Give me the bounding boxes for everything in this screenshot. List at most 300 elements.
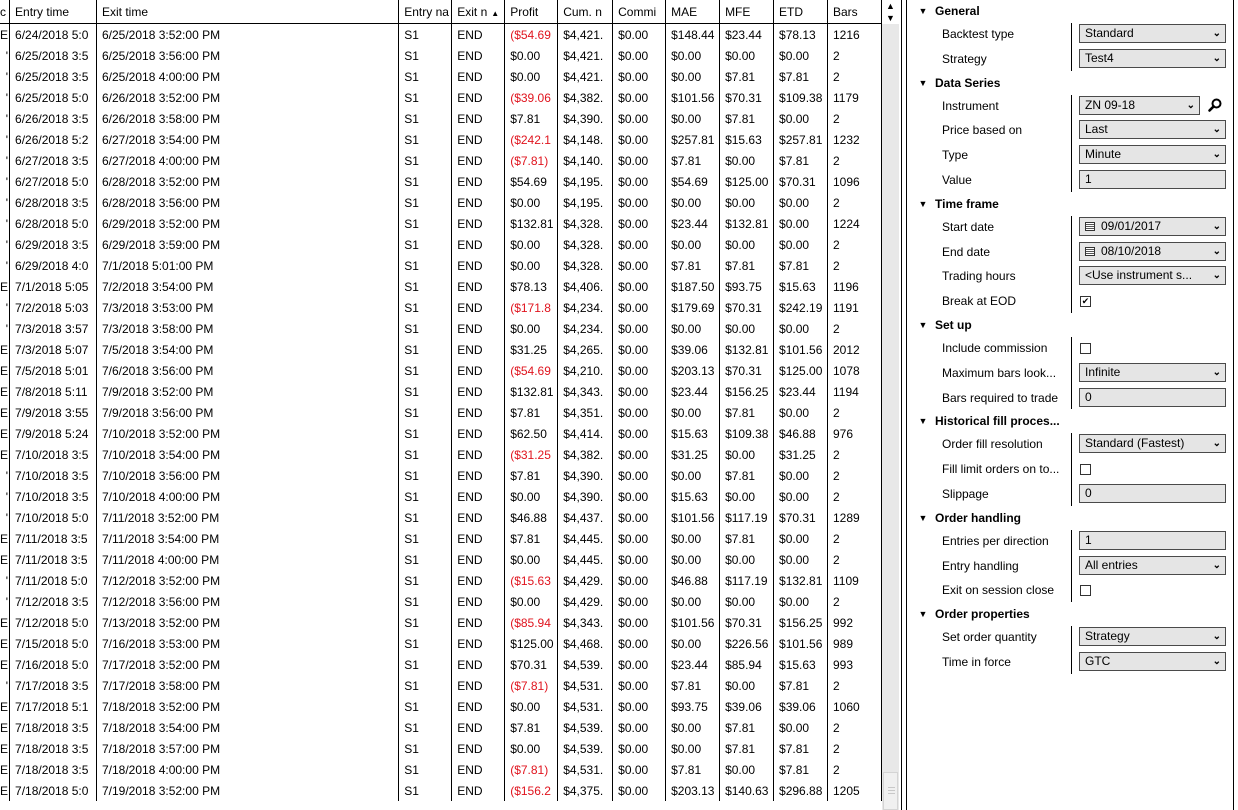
collapse-triangle-icon[interactable]: ▼	[918, 320, 928, 330]
time-in-force-dropdown[interactable]	[1079, 652, 1226, 671]
chevron-down-icon: ⌄	[1186, 99, 1195, 111]
cell-c: '	[0, 87, 10, 108]
table-row[interactable]	[0, 780, 882, 801]
scroll-up-icon[interactable]: ▲	[882, 0, 899, 12]
cell-exit-n: END	[452, 360, 505, 381]
set-order-quantity-dropdown[interactable]	[1079, 627, 1226, 646]
cell-mfe: $7.81	[720, 402, 774, 423]
cell-entry-time: 7/9/2018 5:24	[10, 423, 97, 444]
selected-value: Strategy	[1085, 629, 1130, 644]
cell-exit-n: END	[452, 129, 505, 150]
cell-c: '	[0, 171, 10, 192]
property-row-include-commission	[911, 336, 1233, 360]
cell-profit: $132.81	[505, 381, 558, 402]
maximum-bars-look-dropdown[interactable]	[1079, 363, 1226, 382]
cell-c: '	[0, 45, 10, 66]
grid-vertical-scrollbar[interactable]	[882, 0, 899, 810]
column-header[interactable]	[96, 0, 398, 24]
property-row-type	[911, 143, 1233, 167]
table-row[interactable]	[0, 45, 882, 66]
selected-value: Standard (Fastest)	[1085, 436, 1185, 451]
table-row[interactable]	[0, 654, 882, 675]
table-row[interactable]	[0, 66, 882, 87]
cell-cum-n: $4,343.	[558, 381, 613, 402]
cell-commi: $0.00	[613, 87, 666, 108]
column-header-label: Exit time	[101, 4, 148, 19]
cell-mae: $187.50	[666, 276, 720, 297]
cell-commi: $0.00	[613, 591, 666, 612]
cell-commi: $0.00	[613, 192, 666, 213]
cell-etd: $39.06	[774, 696, 828, 717]
cell-exit-n: END	[452, 150, 505, 171]
cell-entry-time: 6/25/2018 3:5	[10, 66, 97, 87]
cell-commi: $0.00	[613, 633, 666, 654]
column-header[interactable]	[0, 0, 10, 24]
property-label: Strategy	[942, 51, 987, 66]
end-date-date-picker[interactable]	[1079, 242, 1226, 261]
cell-mae: $0.00	[666, 528, 720, 549]
cell-c: '	[0, 486, 10, 507]
cell-mae: $0.00	[666, 738, 720, 759]
table-row[interactable]	[0, 738, 882, 759]
cell-exit-n: END	[452, 570, 505, 591]
cell-entry-time: 6/27/2018 3:5	[10, 150, 97, 171]
cell-etd: $70.31	[774, 507, 828, 528]
cell-cum-n: $4,445.	[558, 549, 613, 570]
table-row[interactable]	[0, 87, 882, 108]
strategy-dropdown[interactable]	[1079, 49, 1226, 68]
cell-commi: $0.00	[613, 129, 666, 150]
cell-mae: $101.56	[666, 507, 720, 528]
cell-exit-time: 7/10/2018 4:00:00 PM	[96, 486, 398, 507]
cell-mfe: $93.75	[720, 276, 774, 297]
cell-commi: $0.00	[613, 780, 666, 801]
cell-cum-n: $4,234.	[558, 318, 613, 339]
cell-entry-time: 7/15/2018 5:0	[10, 633, 97, 654]
table-row[interactable]	[0, 444, 882, 465]
cell-profit: ($39.06	[505, 87, 558, 108]
cell-cum-n: $4,382.	[558, 87, 613, 108]
type-dropdown[interactable]	[1079, 145, 1226, 164]
cell-profit: ($7.81)	[505, 675, 558, 696]
cell-etd: $7.81	[774, 675, 828, 696]
cell-cum-n: $4,140.	[558, 150, 613, 171]
scroll-down-icon[interactable]: ▼	[882, 12, 899, 24]
cell-mae: $179.69	[666, 297, 720, 318]
cell-bars: 2	[828, 234, 882, 255]
cell-entry-na: S1	[399, 570, 452, 591]
cell-etd: $0.00	[774, 108, 828, 129]
instrument-dropdown[interactable]	[1079, 96, 1200, 115]
cell-profit: $7.81	[505, 108, 558, 129]
cell-mfe: $0.00	[720, 591, 774, 612]
property-row-maximum-bars-look	[911, 361, 1233, 385]
search-icon[interactable]	[1207, 97, 1223, 113]
property-label: Include commission	[942, 341, 1048, 355]
cell-commi: $0.00	[613, 360, 666, 381]
table-row[interactable]	[0, 402, 882, 423]
column-header[interactable]	[10, 0, 97, 24]
table-row[interactable]	[0, 696, 882, 717]
category-title: Order handling	[935, 510, 1022, 525]
collapse-triangle-icon[interactable]: ▼	[918, 416, 928, 427]
cell-cum-n: $4,429.	[558, 570, 613, 591]
property-divider	[1071, 433, 1072, 505]
table-row[interactable]	[0, 717, 882, 738]
cell-entry-time: 7/1/2018 5:05	[10, 276, 97, 297]
cell-c: '	[0, 318, 10, 339]
cell-cum-n: $4,265.	[558, 339, 613, 360]
cell-c: '	[0, 213, 10, 234]
property-divider	[1071, 23, 1072, 71]
cell-etd: $0.00	[774, 549, 828, 570]
collapse-triangle-icon[interactable]: ▼	[918, 512, 928, 523]
cell-cum-n: $4,531.	[558, 759, 613, 780]
cell-profit: $0.00	[505, 45, 558, 66]
property-label: Type	[942, 148, 969, 163]
selected-value: ZN 09-18	[1085, 97, 1136, 112]
cell-etd: $0.00	[774, 192, 828, 213]
cell-etd: $109.38	[774, 87, 828, 108]
cell-profit: ($7.81)	[505, 759, 558, 780]
table-row[interactable]	[0, 234, 882, 255]
cell-entry-na: S1	[399, 108, 452, 129]
cell-commi: $0.00	[613, 528, 666, 549]
cell-exit-time: 7/18/2018 4:00:00 PM	[96, 759, 398, 780]
cell-mfe: $23.44	[720, 24, 774, 46]
cell-bars: 2	[828, 675, 882, 696]
cell-etd: $0.00	[774, 318, 828, 339]
cell-exit-time: 7/2/2018 3:54:00 PM	[96, 276, 398, 297]
cell-exit-time: 7/19/2018 3:52:00 PM	[96, 780, 398, 801]
category-title: Time frame	[935, 196, 999, 211]
cell-profit: $78.13	[505, 276, 558, 297]
cell-mfe: $0.00	[720, 549, 774, 570]
chevron-down-icon: ⌄	[1212, 438, 1221, 450]
cell-commi: $0.00	[613, 759, 666, 780]
cell-bars: 1194	[828, 381, 882, 402]
cell-commi: $0.00	[613, 549, 666, 570]
property-row-exit-on-session-close	[911, 578, 1233, 602]
category-set-up[interactable]	[911, 314, 972, 336]
date-value: 08/10/2018	[1101, 243, 1162, 258]
entries-per-direction-input[interactable]	[1079, 531, 1226, 550]
cell-profit: $0.00	[505, 234, 558, 255]
input-value: 0	[1085, 389, 1092, 404]
cell-etd: $0.00	[774, 486, 828, 507]
cell-cum-n: $4,531.	[558, 675, 613, 696]
table-row[interactable]	[0, 507, 882, 528]
cell-bars: 1196	[828, 276, 882, 297]
start-date-date-picker[interactable]	[1079, 217, 1226, 236]
column-header[interactable]	[828, 0, 882, 24]
cell-entry-time: 7/16/2018 5:0	[10, 654, 97, 675]
cell-profit: $0.00	[505, 591, 558, 612]
slippage-input[interactable]	[1079, 484, 1226, 503]
table-row[interactable]	[0, 129, 882, 150]
cell-exit-n: END	[452, 255, 505, 276]
cell-c: '	[0, 108, 10, 129]
cell-mae: $7.81	[666, 759, 720, 780]
cell-exit-n: END	[452, 780, 505, 801]
cell-profit: ($171.8	[505, 297, 558, 318]
selected-value: <Use instrument s...	[1085, 268, 1193, 283]
cell-entry-time: 6/26/2018 3:5	[10, 108, 97, 129]
table-row[interactable]	[0, 549, 882, 570]
scrollbar-thumb[interactable]	[883, 772, 898, 810]
cell-mfe: $125.00	[720, 171, 774, 192]
table-row[interactable]	[0, 381, 882, 402]
input-value: 1	[1085, 172, 1092, 186]
cell-c: E	[0, 717, 10, 738]
cell-entry-na: S1	[399, 612, 452, 633]
cell-mae: $257.81	[666, 129, 720, 150]
cell-bars: 2	[828, 318, 882, 339]
cell-mfe: $132.81	[720, 213, 774, 234]
table-row[interactable]	[0, 423, 882, 444]
cell-entry-time: 7/17/2018 3:5	[10, 675, 97, 696]
cell-etd: $15.63	[774, 276, 828, 297]
calendar-icon	[1085, 247, 1095, 256]
value-input[interactable]	[1079, 170, 1226, 189]
cell-entry-time: 7/10/2018 3:5	[10, 465, 97, 486]
cell-commi: $0.00	[613, 570, 666, 591]
table-row[interactable]	[0, 297, 882, 318]
cell-mfe: $0.00	[720, 150, 774, 171]
cell-etd: $0.00	[774, 234, 828, 255]
property-row-entry-handling	[911, 554, 1233, 578]
cell-bars: 1060	[828, 696, 882, 717]
cell-exit-time: 7/10/2018 3:54:00 PM	[96, 444, 398, 465]
cell-mae: $23.44	[666, 381, 720, 402]
property-label: Set order quantity	[942, 630, 1037, 645]
table-row[interactable]	[0, 171, 882, 192]
cell-commi: $0.00	[613, 738, 666, 759]
column-header[interactable]	[505, 0, 558, 24]
cell-profit: $54.69	[505, 171, 558, 192]
column-header-label: MFE	[725, 4, 751, 19]
cell-bars: 2	[828, 528, 882, 549]
cell-c: E	[0, 696, 10, 717]
cell-etd: $132.81	[774, 570, 828, 591]
property-label: End date	[942, 244, 991, 259]
table-row[interactable]	[0, 150, 882, 171]
include-commission-checkbox[interactable]	[1080, 343, 1091, 354]
column-header[interactable]	[399, 0, 452, 24]
table-row[interactable]	[0, 213, 882, 234]
cell-mae: $101.56	[666, 87, 720, 108]
table-row[interactable]	[0, 612, 882, 633]
cell-exit-time: 7/18/2018 3:52:00 PM	[96, 696, 398, 717]
table-row[interactable]	[0, 633, 882, 654]
cell-bars: 2	[828, 255, 882, 276]
cell-bars: 2012	[828, 339, 882, 360]
cell-mae: $0.00	[666, 66, 720, 87]
cell-mfe: $7.81	[720, 717, 774, 738]
property-divider	[1071, 216, 1072, 313]
cell-profit: $46.88	[505, 507, 558, 528]
property-label: Exit on session close	[942, 583, 1055, 598]
table-row[interactable]	[0, 486, 882, 507]
trading-hours-dropdown[interactable]	[1079, 266, 1226, 285]
cell-mfe: $0.00	[720, 675, 774, 696]
cell-exit-time: 7/3/2018 3:53:00 PM	[96, 297, 398, 318]
cell-cum-n: $4,195.	[558, 192, 613, 213]
category-historical-fill-proces[interactable]	[911, 410, 1060, 432]
table-row[interactable]	[0, 339, 882, 360]
price-based-on-dropdown[interactable]	[1079, 120, 1226, 139]
cell-c: E	[0, 780, 10, 801]
table-row[interactable]	[0, 465, 882, 486]
cell-cum-n: $4,375.	[558, 780, 613, 801]
cell-bars: 2	[828, 465, 882, 486]
bars-required-to-trade-input[interactable]	[1079, 388, 1226, 407]
cell-cum-n: $4,390.	[558, 465, 613, 486]
entry-handling-dropdown[interactable]	[1079, 556, 1226, 575]
category-order-handling[interactable]	[911, 507, 1021, 529]
cell-etd: $15.63	[774, 654, 828, 675]
order-fill-resolution-dropdown[interactable]	[1079, 434, 1226, 453]
column-header[interactable]	[720, 0, 774, 24]
cell-exit-time: 7/9/2018 3:56:00 PM	[96, 402, 398, 423]
break-at-eod-checkbox[interactable]	[1080, 296, 1091, 307]
cell-entry-na: S1	[399, 528, 452, 549]
cell-c: E	[0, 276, 10, 297]
cell-entry-time: 6/28/2018 5:0	[10, 213, 97, 234]
cell-entry-time: 6/25/2018 3:5	[10, 45, 97, 66]
table-row[interactable]	[0, 675, 882, 696]
cell-entry-time: 6/25/2018 5:0	[10, 87, 97, 108]
table-row[interactable]	[0, 255, 882, 276]
table-row[interactable]	[0, 570, 882, 591]
column-header[interactable]	[666, 0, 720, 24]
cell-entry-na: S1	[399, 486, 452, 507]
column-header[interactable]	[613, 0, 666, 24]
cell-entry-time: 6/28/2018 3:5	[10, 192, 97, 213]
cell-entry-na: S1	[399, 192, 452, 213]
table-row[interactable]	[0, 192, 882, 213]
cell-etd: $0.00	[774, 591, 828, 612]
cell-bars: 1179	[828, 87, 882, 108]
cell-exit-n: END	[452, 528, 505, 549]
cell-entry-na: S1	[399, 465, 452, 486]
cell-c: E	[0, 423, 10, 444]
chevron-down-icon: ⌄	[1212, 52, 1221, 64]
cell-mae: $31.25	[666, 444, 720, 465]
column-header-label: Bars	[833, 4, 858, 19]
category-data-series[interactable]	[911, 72, 1000, 94]
cell-exit-n: END	[452, 696, 505, 717]
property-row-bars-required-to-trade	[911, 386, 1233, 410]
column-header[interactable]	[774, 0, 828, 24]
cell-bars: 1096	[828, 171, 882, 192]
cell-exit-n: END	[452, 87, 505, 108]
table-row[interactable]	[0, 528, 882, 549]
fill-limit-orders-on-to-checkbox[interactable]	[1080, 464, 1091, 475]
cell-exit-n: END	[452, 213, 505, 234]
exit-on-session-close-checkbox[interactable]	[1080, 585, 1091, 596]
cell-entry-time: 7/3/2018 5:07	[10, 339, 97, 360]
calendar-icon	[1085, 222, 1095, 231]
cell-profit: $0.00	[505, 696, 558, 717]
chevron-down-icon: ⌄	[1212, 366, 1221, 378]
cell-bars: 2	[828, 108, 882, 129]
cell-entry-time: 7/11/2018 5:0	[10, 570, 97, 591]
cell-c: '	[0, 255, 10, 276]
table-row[interactable]	[0, 108, 882, 129]
cell-mfe: $0.00	[720, 486, 774, 507]
cell-entry-na: S1	[399, 654, 452, 675]
table-row[interactable]	[0, 591, 882, 612]
cell-profit: ($85.94	[505, 612, 558, 633]
collapse-triangle-icon[interactable]: ▼	[918, 198, 928, 209]
panel-splitter[interactable]	[899, 0, 911, 810]
cell-entry-time: 7/10/2018 3:5	[10, 444, 97, 465]
cell-exit-time: 7/16/2018 3:53:00 PM	[96, 633, 398, 654]
column-header[interactable]	[558, 0, 613, 24]
cell-c: '	[0, 129, 10, 150]
cell-etd: $101.56	[774, 339, 828, 360]
category-title: Order properties	[935, 607, 1030, 622]
cell-mae: $23.44	[666, 654, 720, 675]
cell-entry-na: S1	[399, 45, 452, 66]
category-title: Set up	[935, 318, 972, 332]
cell-etd: $257.81	[774, 129, 828, 150]
cell-mfe: $0.00	[720, 759, 774, 780]
category-title: Historical fill proces...	[935, 414, 1060, 429]
collapse-triangle-icon[interactable]: ▼	[918, 6, 928, 16]
collapse-triangle-icon[interactable]: ▼	[918, 77, 928, 88]
cell-exit-n: END	[452, 108, 505, 129]
cell-exit-n: END	[452, 45, 505, 66]
table-row[interactable]	[0, 759, 882, 780]
category-order-properties[interactable]	[911, 603, 1030, 625]
cell-commi: $0.00	[613, 486, 666, 507]
table-row[interactable]	[0, 24, 882, 46]
chevron-down-icon: ⌄	[1212, 149, 1221, 161]
cell-profit: $7.81	[505, 465, 558, 486]
selected-value: Standard	[1085, 26, 1134, 40]
cell-exit-time: 6/25/2018 3:56:00 PM	[96, 45, 398, 66]
category-time-frame[interactable]	[911, 193, 999, 215]
cell-c: E	[0, 612, 10, 633]
cell-mae: $0.00	[666, 717, 720, 738]
cell-cum-n: $4,351.	[558, 402, 613, 423]
chevron-down-icon: ⌄	[1212, 270, 1221, 282]
column-header-label: Entry time	[15, 4, 70, 19]
backtest-type-dropdown[interactable]	[1079, 24, 1226, 43]
cell-exit-time: 7/11/2018 4:00:00 PM	[96, 549, 398, 570]
cell-profit: $7.81	[505, 402, 558, 423]
cell-mfe: $226.56	[720, 633, 774, 654]
cell-cum-n: $4,234.	[558, 297, 613, 318]
cell-profit: $0.00	[505, 549, 558, 570]
column-header[interactable]	[452, 0, 505, 24]
table-row[interactable]	[0, 360, 882, 381]
table-row[interactable]	[0, 276, 882, 297]
property-row-fill-limit-orders-on-to	[911, 457, 1233, 481]
cell-cum-n: $4,382.	[558, 444, 613, 465]
cell-profit: $125.00	[505, 633, 558, 654]
category-general[interactable]	[911, 0, 980, 22]
cell-c: E	[0, 633, 10, 654]
cell-exit-n: END	[452, 402, 505, 423]
cell-c: '	[0, 234, 10, 255]
cell-etd: $78.13	[774, 24, 828, 46]
table-row[interactable]	[0, 318, 882, 339]
collapse-triangle-icon[interactable]: ▼	[918, 609, 928, 620]
cell-entry-time: 7/9/2018 3:55	[10, 402, 97, 423]
